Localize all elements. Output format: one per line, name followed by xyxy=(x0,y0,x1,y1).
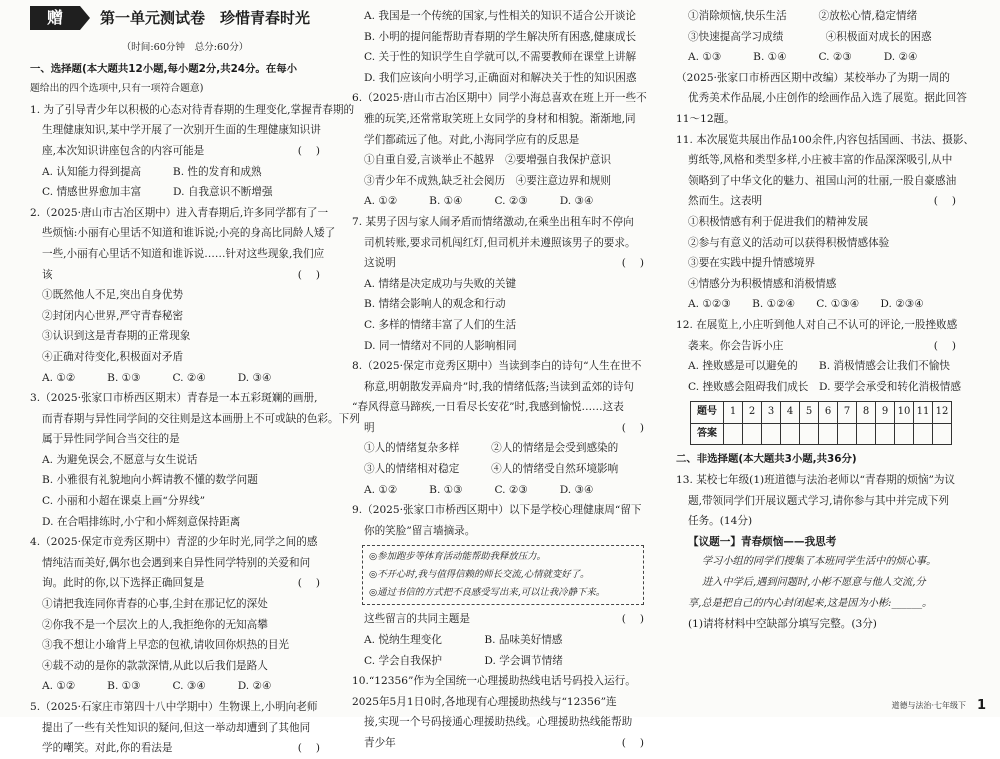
section-one-heading: 一、选择题(本大题共12小题,每小题2分,共24分。在每小 xyxy=(30,62,297,75)
column-1-lines xyxy=(30,100,360,759)
text-line: 领略到了中华文化的魅力、祖国山河的壮丽,一股自豪感油 xyxy=(688,174,957,187)
text-line: ②你我不是一个层次上的人,我拒绝你的无知高攀 xyxy=(42,618,268,631)
text-line: C. 关于性的知识学生自学就可以,不需要教师在课堂上讲解 xyxy=(364,51,637,64)
material-line: 学习小组的同学们搜集了本班同学生活中的烦心事。 xyxy=(702,556,937,568)
text-line: 生理健康知识,某中学开展了一次别开生面的生理健康知识讲 xyxy=(42,124,321,137)
text-line: “春风得意马蹄疾,一日看尽长安花”时,我感到愉悦……这表 xyxy=(352,401,624,414)
text-line: 优秀美术作品展,小庄创作的绘画作品入选了展览。据此回答 xyxy=(688,92,967,105)
text-line: A. 我国是一个传统的国家,与性相关的知识不适合公开谈论 xyxy=(364,10,637,22)
text-line: 属于异性同学间合当交往的是 xyxy=(42,433,180,446)
q-num: 11 xyxy=(914,402,933,424)
text-line: 座,本次知识讲座包含的内容可能是 () xyxy=(30,141,340,162)
answer-cell[interactable] xyxy=(762,423,781,445)
answer-cell[interactable] xyxy=(781,423,800,445)
text-line: ①请把我连同你青春的心事,尘封在那记忆的深处 xyxy=(42,598,268,611)
q-num: 2 xyxy=(743,402,762,424)
message-note: ◎通过书信的方式把不良感受写出来,可以让我冷静下来。 xyxy=(369,587,606,599)
page-header xyxy=(30,4,340,34)
text-line: A. ①② B. ①③ C. ②③ D. ③④ xyxy=(364,483,594,496)
q-num: 3 xyxy=(762,402,781,424)
answer-cell[interactable] xyxy=(724,423,743,445)
text-line: 任务。(14分) xyxy=(688,515,753,528)
answer-paren[interactable]: () xyxy=(297,268,334,281)
text-line: 提出了一些有关性知识的疑问,但这一举动却遭到了其他同 xyxy=(42,721,311,734)
column-3-lines xyxy=(676,6,976,397)
column-1 xyxy=(30,38,360,755)
footer-label: 道德与法治·七年级下 xyxy=(891,701,966,710)
answer-cell[interactable] xyxy=(743,423,762,445)
text-line: 明 () xyxy=(352,418,664,439)
text-line: A. 认知能力得到提高 B. 性的发育和成熟 xyxy=(42,165,262,178)
text-line: B. 情绪会影响人的观念和行动 xyxy=(364,298,506,311)
message-note: ◎参加跑步等体育活动能帮助我释放压力。 xyxy=(369,551,546,563)
text-line: 雅的玩笑,还常常取笑班上女同学的身材和相貌。渐渐地,同 xyxy=(364,112,636,125)
text-line: C. 情感世界愈加丰富 D. 自我意识不断增强 xyxy=(42,186,273,199)
text-line: ③认识到这是青春期的正常现象 xyxy=(42,330,191,343)
answer-cell[interactable] xyxy=(819,423,838,445)
column-3-lines-b xyxy=(676,470,976,532)
text-line: 11～12题。 xyxy=(676,112,735,125)
answer-paren[interactable]: () xyxy=(621,257,658,270)
answer-paren[interactable]: () xyxy=(933,339,970,352)
text-line: 7. 某男子因与家人闹矛盾而情绪激动,在乘坐出租车时不停向 xyxy=(352,215,634,228)
q-num: 10 xyxy=(895,402,914,424)
text-line: 该 () xyxy=(30,265,340,286)
answer-paren[interactable]: () xyxy=(621,737,658,749)
text-line: A. 为避免误会,不愿意与女生说话 xyxy=(42,453,198,466)
text-line: 2.（2025·唐山市古冶区期中）进入青春期后,许多同学都有了一 xyxy=(30,206,329,219)
text-line: ①自重自爱,言谈举止不越界 ②要增强自我保护意识 xyxy=(364,154,612,167)
text-line: 袭来。你会告诉小庄 () xyxy=(676,336,976,357)
text-line: ③青少年不成熟,缺乏社会阅历 ④要注意边界和规则 xyxy=(364,174,612,187)
text-line: 剪纸等,风格和类型多样,小庄被丰富的作品深深吸引,从中 xyxy=(688,154,953,167)
text-line: 6.（2025·唐山市古冶区期中）同学小海总喜欢在班上开一些不 xyxy=(352,92,647,105)
text-line: 称意,明朝散发弄扁舟”时,我的情绪低落;当读到孟郊的诗句 xyxy=(364,380,634,393)
text-line: C. 多样的情绪丰富了人们的生活 xyxy=(364,318,517,331)
q-num: 6 xyxy=(819,402,838,424)
text-line: D. 在合唱排练时,小宁和小辉刻意保持距离 xyxy=(42,515,241,528)
text-line: ④情感分为积极情感和消极情感 xyxy=(688,277,837,290)
text-line: D. 同一情绪对不同的人影响相同 xyxy=(364,339,517,352)
text-line: A. ①② B. ①③ C. ③④ D. ②④ xyxy=(42,680,272,693)
text-line: 学们都疏远了他。对此,小海同学应有的反思是 xyxy=(364,133,580,146)
text-line: 司机转账,要求司机闯红灯,但司机并未遵照该男子的要求。 xyxy=(364,236,636,249)
answer-paren[interactable]: () xyxy=(297,577,334,590)
text-line: A. ①② B. ①④ C. ②③ D. ③④ xyxy=(364,195,594,208)
table-header-number: 题号 xyxy=(691,402,724,424)
text-line: 这说明 () xyxy=(352,253,664,274)
text-line: 1. 为了引导青少年以积极的心态对待青春期的生理变化,掌握青春期的 xyxy=(30,103,355,116)
section-two-heading: 二、非选择题(本大题共3小题,共36分) xyxy=(676,453,857,466)
text-line: 2025年5月1日0时,各地现有心理援助热线与“12356”连 xyxy=(352,695,617,708)
text-line: C. 学会自我保护 D. 学会调节情绪 xyxy=(364,654,563,667)
answer-cell[interactable] xyxy=(895,423,914,445)
text-line: 这些留言的共同主题是 () xyxy=(352,609,664,630)
text-line: A. ①②③ B. ①②④ C. ①③④ D. ②③④ xyxy=(688,298,924,311)
answer-paren[interactable]: () xyxy=(933,195,970,208)
text-line: ①消除烦恼,快乐生活 ②放松心情,稳定情绪 xyxy=(688,10,918,22)
q-num: 7 xyxy=(838,402,857,424)
message-note: ◎不开心时,我与值得信赖的师长交流,心情就变好了。 xyxy=(369,569,590,581)
text-line: B. 小明的提问能帮助青春期的学生解决所有困惑,健康成长 xyxy=(364,30,637,43)
column-3 xyxy=(676,6,976,706)
text-line: 些烦恼:小丽有心里话不知道和谁诉说;小亮的身高比同龄人矮了 xyxy=(42,227,336,240)
text-line: 11. 本次展览共展出作品100余件,内容包括国画、书法、摄影、 xyxy=(676,133,975,146)
answer-cell[interactable] xyxy=(838,423,857,445)
text-line: 10.“12356”作为全国统一心理援助热线电话号码投入运行。 xyxy=(352,675,636,688)
text-line: 青少年 () xyxy=(352,733,664,754)
text-line: 12. 在展览上,小庄听到他人对自己不认可的评论,一股挫败感 xyxy=(676,318,958,331)
text-line: A. ①③ B. ①④ C. ②③ D. ②④ xyxy=(688,51,918,64)
text-line: D. 我们应该向小明学习,正确面对和解决关于性的知识困惑 xyxy=(364,71,637,84)
text-line: ③我不想让小瑜背上早恋的包袱,请收回你炽热的目光 xyxy=(42,639,290,652)
text-line: ③快速提高学习成绩 ④积极面对成长的困惑 xyxy=(688,30,932,43)
answer-paren[interactable]: () xyxy=(621,421,658,434)
page-number: 1 xyxy=(976,698,986,713)
message-wall-box xyxy=(362,545,644,605)
text-line: B. 小雅很有礼貌地向小辉请教不懂的数学问题 xyxy=(42,474,258,487)
answer-table-number-row xyxy=(691,402,952,424)
text-line: 接,实现一个号码接通心理援助热线。心理援助热线能帮助 xyxy=(364,716,633,729)
text-line: ②参与有意义的活动可以获得积极情感体验 xyxy=(688,236,890,249)
section-one-note: 题给出的四个选项中,只有一项符合题意) xyxy=(30,83,204,95)
text-line: 题,带领同学们开展议题式学习,请你参与其中并完成下列 xyxy=(688,494,949,507)
text-line: C. 小丽和小超在课桌上画“分界线” xyxy=(42,495,206,508)
answer-cell[interactable] xyxy=(857,423,876,445)
text-line: C. 挫败感会阻碍我们成长 D. 要学会承受和转化消极情感 xyxy=(688,380,961,393)
text-line: A. 挫败感是可以避免的 B. 消极情感会让我们不愉快 xyxy=(688,360,950,373)
text-line: （2025·张家口市桥西区期中改编）某校举办了为期一周的 xyxy=(676,71,950,84)
exam-meta: （时间:60分钟 总分:60分） xyxy=(121,42,249,53)
answer-table-answer-row xyxy=(691,423,952,445)
text-line: 4.（2025·保定市竞秀区期中）青涩的少年时光,同学之间的感 xyxy=(30,536,318,549)
text-line: 13. 某校七年级(1)班道德与法治老师以“青春期的烦恼”为议 xyxy=(676,474,956,487)
text-line: 3.（2025·张家口市桥西区期末）青春是一本五彩斑斓的画册, xyxy=(30,392,318,405)
material-line: 进入中学后,遇到问题时,小彬不愿意与他人交流,分 xyxy=(702,577,926,589)
page-title: 第一单元测试卷 珍惜青春时光 xyxy=(100,9,311,27)
q-num: 5 xyxy=(800,402,819,424)
text-line: 8.（2025·保定市竞秀区期中）当读到李白的诗句“人生在世不 xyxy=(352,360,642,373)
text-line: ①人的情绪复杂多样 ②人的情绪是会受到感染的 xyxy=(364,442,619,455)
task-line: (1)请将材料中空缺部分填写完整。(3分) xyxy=(688,618,877,631)
column-2-lines-b xyxy=(352,609,664,753)
answer-cell[interactable] xyxy=(914,423,933,445)
text-line: ①既然他人不足,突出自身优势 xyxy=(42,289,184,302)
text-line: 一些,小丽有心里话不知道和谁诉说……针对这些现象,我们应 xyxy=(42,247,325,260)
text-line: A. ①② B. ①③ C. ②④ D. ③④ xyxy=(42,371,272,384)
column-2-lines xyxy=(352,6,664,541)
answer-cell[interactable] xyxy=(933,423,952,445)
text-line: 询。此时的你,以下选择正确回复是 () xyxy=(30,573,340,594)
text-line: 然而生。这表明 () xyxy=(676,191,976,212)
gift-badge: 赠 xyxy=(30,6,80,30)
text-line: ④载不动的是你的款款深情,从此以后我们是路人 xyxy=(42,659,268,672)
text-line: A. 情绪是决定成功与失败的关键 xyxy=(364,277,517,290)
text-line: ④正确对待变化,积极面对矛盾 xyxy=(42,350,184,363)
answer-paren[interactable]: () xyxy=(621,613,658,626)
answer-paren[interactable]: () xyxy=(297,144,334,157)
text-line: ②封闭内心世界,严守青春秘密 xyxy=(42,309,184,322)
text-line: 情纯洁而美好,偶尔也会遇到来自异性同学特别的关爱和问 xyxy=(42,556,311,569)
q-num: 4 xyxy=(781,402,800,424)
answer-table xyxy=(690,401,952,445)
q-num: 8 xyxy=(857,402,876,424)
text-line: 你的笑脸”留言墙摘录。 xyxy=(364,524,476,537)
answer-paren[interactable]: () xyxy=(297,742,334,755)
material-line: 享,总是把自己的内心封闭起来,这是因为小彬:______。 xyxy=(688,597,933,609)
column-2 xyxy=(352,6,664,749)
text-line: ③要在实践中提升情感境界 xyxy=(688,257,816,270)
text-line: 5.（2025·石家庄市第四十八中学期中）生物课上,小明向老师 xyxy=(30,701,318,713)
text-line: A. 悦纳生理变化 B. 品味美好情感 xyxy=(364,634,563,647)
text-line: 9.（2025·张家口市桥西区期中）以下是学校心理健康周“留下 xyxy=(352,504,642,517)
text-line: 而青春期与异性同学间的交往则是这本画册上不可或缺的色彩。下列 xyxy=(42,412,360,425)
table-header-answer: 答案 xyxy=(691,423,724,445)
q-num: 9 xyxy=(876,402,895,424)
answer-cell[interactable] xyxy=(800,423,819,445)
text-line: ①积极情感有利于促进我们的精神发展 xyxy=(688,215,869,228)
topic-heading: 【议题一】青春烦恼——我思考 xyxy=(688,535,837,548)
text-line: ③人的情绪相对稳定 ④人的情绪受自然环境影响 xyxy=(364,463,619,476)
answer-cell[interactable] xyxy=(876,423,895,445)
text-line: 学的嘲笑。对此,你的看法是 () xyxy=(30,738,340,759)
q-num: 12 xyxy=(933,402,952,424)
q-num: 1 xyxy=(724,402,743,424)
